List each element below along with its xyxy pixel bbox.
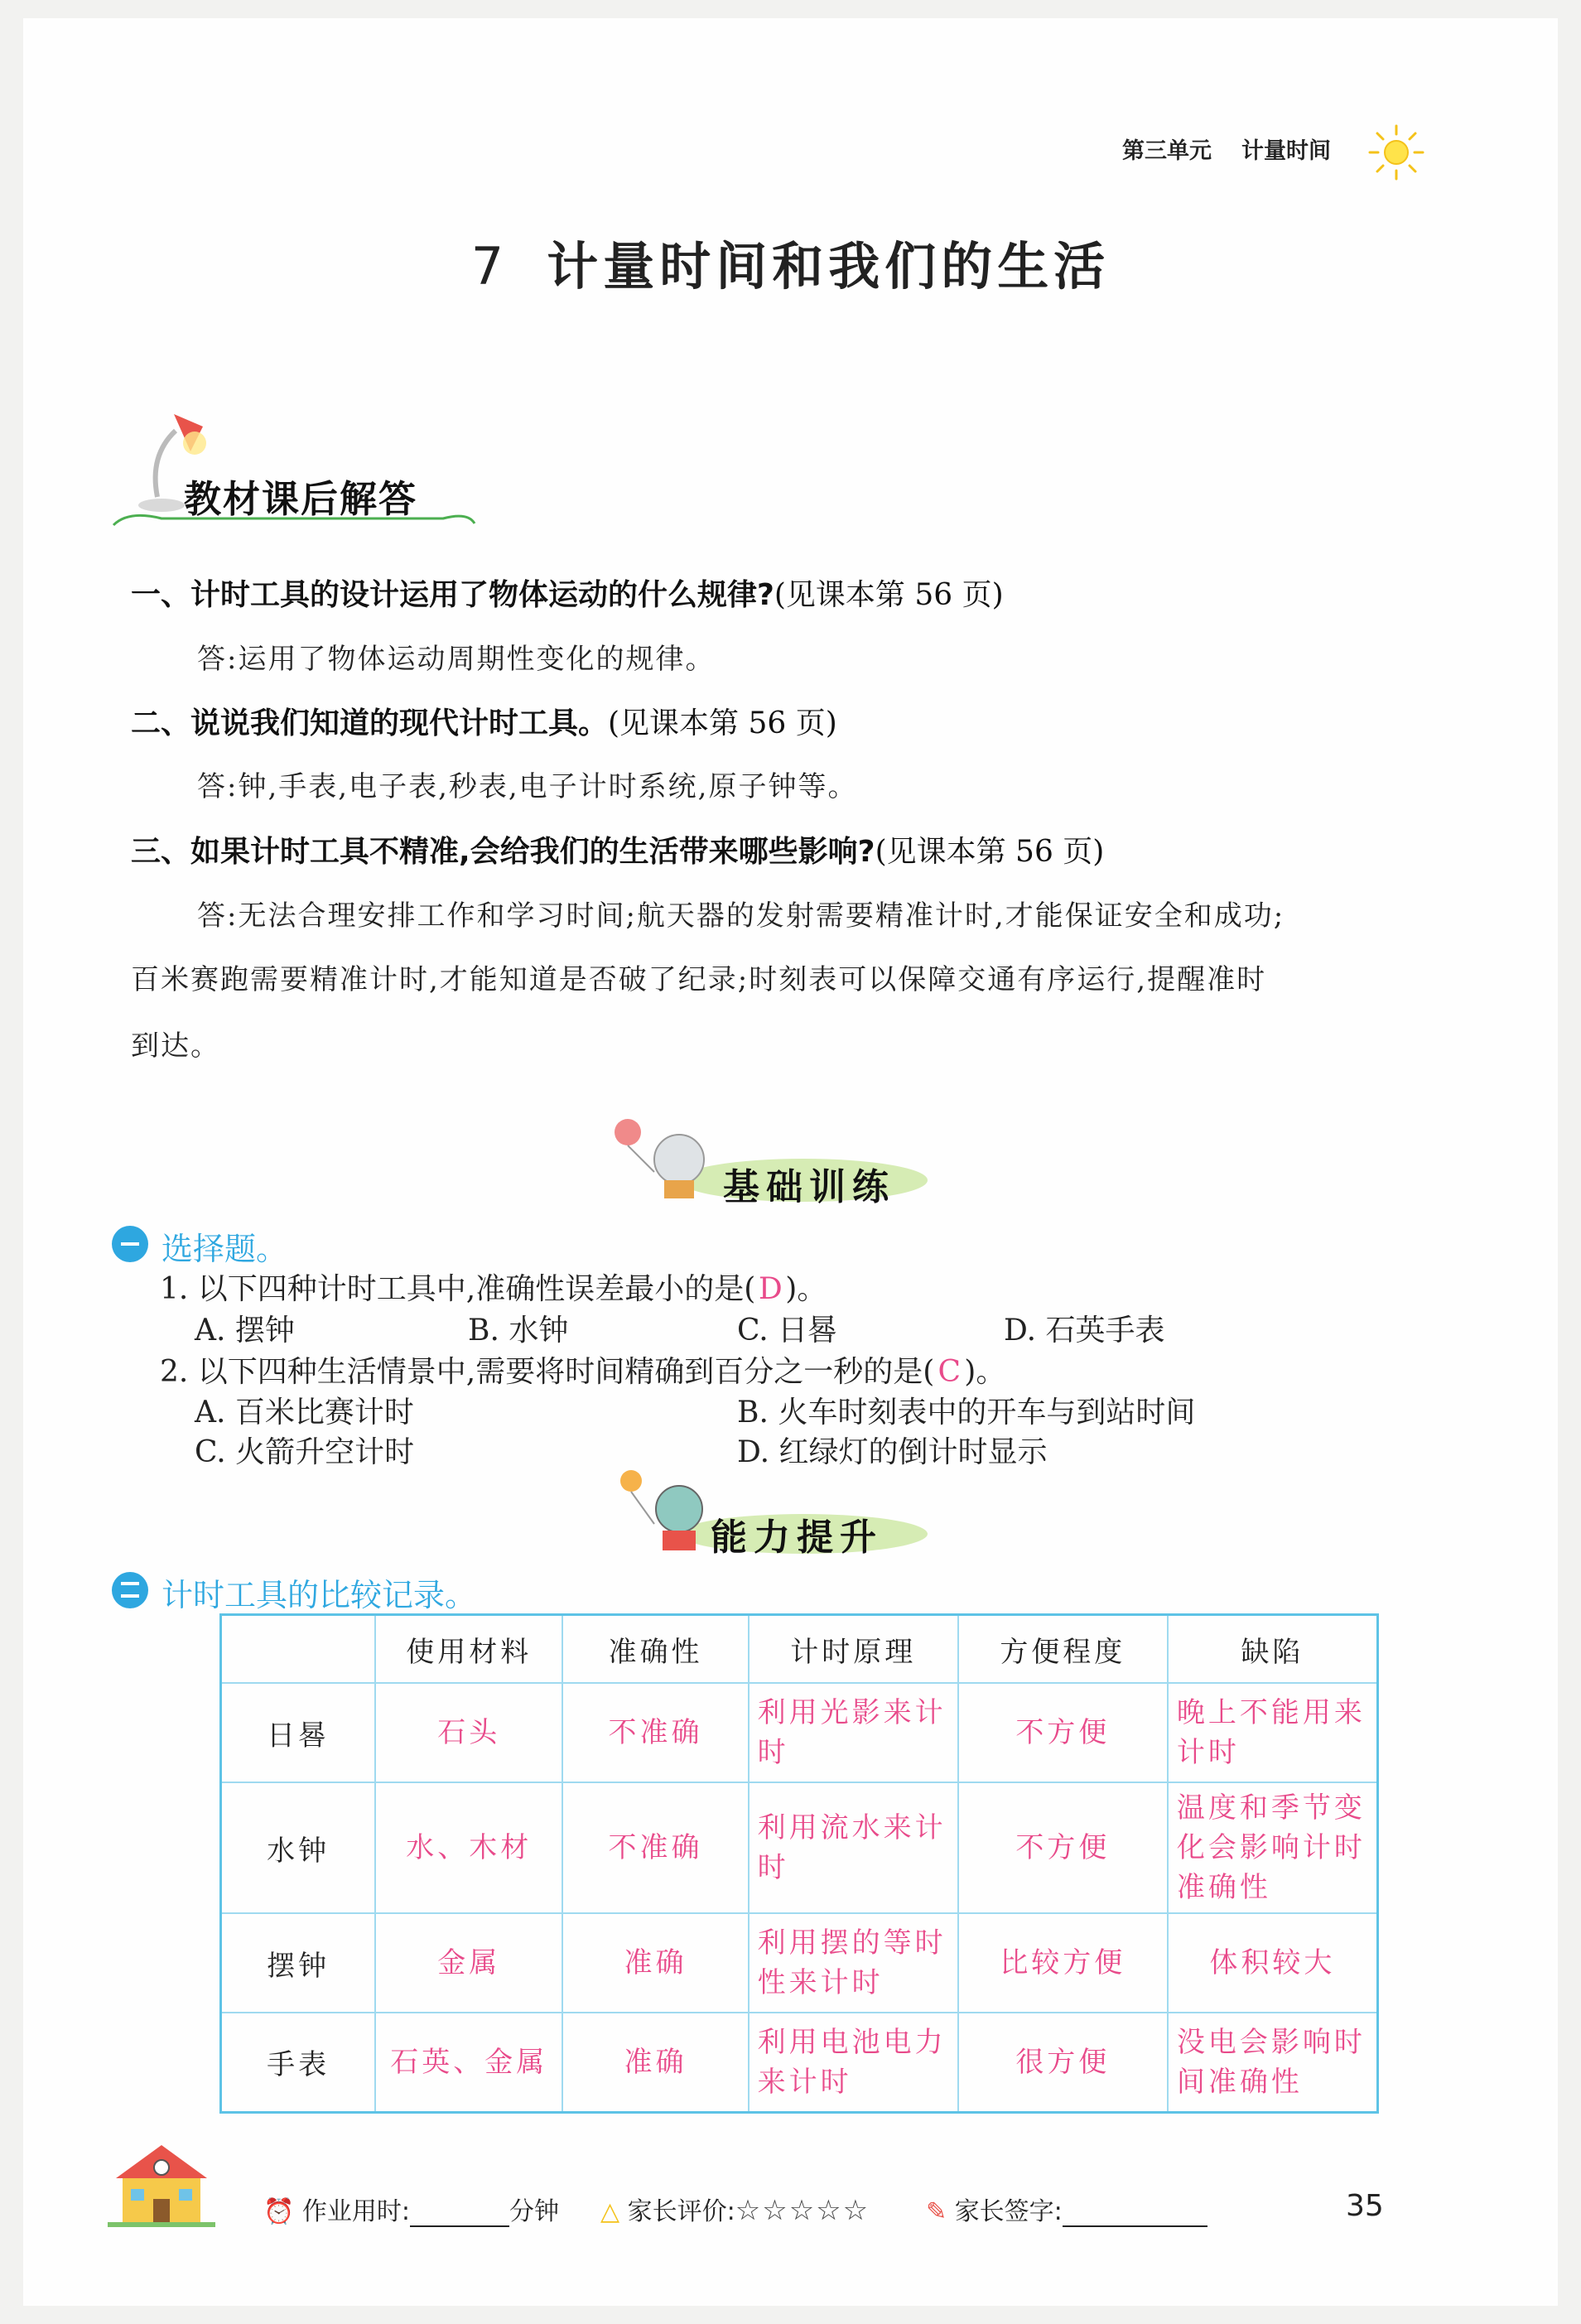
page-title	[0, 225, 1581, 299]
table-row	[221, 1913, 1378, 2013]
row-label: 水钟	[221, 1782, 376, 1913]
time-blank[interactable]	[410, 2196, 509, 2227]
badge-basic-training: 基础训练	[723, 1166, 895, 1208]
cell-convenience: 比较方便	[958, 1913, 1168, 2013]
mc-question-1: 1. 以下四种计时工具中,准确性误差最小的是(D)。	[160, 1272, 827, 1306]
option-d: D. 红绿灯的倒计时显示	[737, 1435, 1048, 1469]
option-c: C. 火箭升空计时	[195, 1435, 415, 1469]
question-1: 一、计时工具的设计运用了物体运动的什么规律?(见课本第 56 页)	[131, 578, 1004, 612]
rating-icon: △	[600, 2197, 620, 2226]
table-row	[221, 1683, 1378, 1782]
row-label: 摆钟	[221, 1913, 376, 2013]
alarm-clock-icon: ⏰	[263, 2197, 295, 2226]
homework-time: ⏰ 作业用时: 分钟	[263, 2197, 560, 2226]
cell-convenience: 不方便	[958, 1683, 1168, 1782]
row-label: 手表	[221, 2013, 376, 2112]
table-header: 方便程度	[958, 1615, 1168, 1684]
answer-3-line-1: 答:无法合理安排工作和学习时间;航天器的发射需要精准计时,才能保证安全和成功;	[197, 899, 1285, 933]
cell-material: 石英、金属	[375, 2013, 562, 2112]
cell-defect: 晚上不能用来计时	[1168, 1683, 1378, 1782]
section-title-choice: 选择题。	[161, 1231, 288, 1267]
answer-2: 答:钟,手表,电子表,秒表,电子计时系统,原子钟等。	[197, 770, 858, 803]
option-a: A. 摆钟	[195, 1314, 295, 1348]
table-header: 缺陷	[1168, 1615, 1378, 1684]
table-header	[221, 1615, 376, 1684]
section-banner: 教材课后解答	[184, 477, 418, 521]
page-number: 35	[1346, 2189, 1384, 2223]
table-row	[221, 2013, 1378, 2112]
answer-3-line-2: 百米赛跑需要精准计时,才能知道是否破了纪录;时刻表可以保障交通有序运行,提醒准时	[131, 963, 1267, 996]
parent-signature: ✎ 家长签字:	[926, 2191, 1207, 2227]
parent-rating: △ 家长评价:☆☆☆☆☆	[600, 2194, 870, 2227]
table-header: 计时原理	[749, 1615, 958, 1684]
cell-accuracy: 不准确	[562, 1782, 748, 1913]
pencil-icon: ✎	[926, 2197, 947, 2226]
option-d: D. 石英手表	[1004, 1314, 1165, 1348]
option-c: C. 日晷	[737, 1314, 838, 1348]
running-header	[1122, 133, 1331, 165]
badge-ability-improvement: 能力提升	[711, 1516, 883, 1559]
table-header-row	[221, 1615, 1378, 1684]
table-header: 使用材料	[375, 1615, 562, 1684]
cell-defect: 体积较大	[1168, 1913, 1378, 2013]
mc-question-2: 2. 以下四种生活情景中,需要将时间精确到百分之一秒的是( C )。	[160, 1355, 1006, 1389]
option-b: B. 水钟	[468, 1314, 569, 1348]
cell-material: 石头	[375, 1683, 562, 1782]
option-b: B. 火车时刻表中的开车与到站时间	[737, 1396, 1196, 1430]
cell-material: 金属	[375, 1913, 562, 2013]
row-label: 日晷	[221, 1683, 376, 1782]
cell-defect: 温度和季节变化会影响计时准确性	[1168, 1782, 1378, 1913]
cell-accuracy: 不准确	[562, 1683, 748, 1782]
question-3: 三、如果计时工具不精准,会给我们的生活带来哪些影响?(见课本第 56 页)	[131, 835, 1105, 869]
answer-3-line-3: 到达。	[131, 1029, 220, 1063]
rating-stars[interactable]: ☆☆☆☆☆	[735, 2194, 870, 2227]
schoolhouse-icon	[108, 2133, 215, 2232]
section-title-comparison: 计时工具的比较记录。	[161, 1577, 477, 1613]
cell-principle: 利用光影来计时	[749, 1683, 958, 1782]
banner-underline	[112, 507, 476, 530]
table-header: 准确性	[562, 1615, 748, 1684]
signature-blank[interactable]	[1063, 2196, 1207, 2227]
cell-principle: 利用电池电力来计时	[749, 2013, 958, 2112]
cell-material: 水、木材	[375, 1782, 562, 1913]
cell-defect: 没电会影响时间准确性	[1168, 2013, 1378, 2112]
comparison-table	[219, 1613, 1379, 2114]
lesson-title: 计量时间和我们的生活	[547, 236, 1111, 297]
cell-principle: 利用摆的等时性来计时	[749, 1913, 958, 2013]
topic-label: 计量时间	[1241, 138, 1331, 164]
lesson-number: 7	[470, 236, 509, 297]
cell-accuracy: 准确	[562, 2013, 748, 2112]
mc-answer-2: C	[938, 1355, 962, 1389]
answer-1: 答:运用了物体运动周期性变化的规律。	[197, 643, 716, 676]
cell-convenience: 很方便	[958, 2013, 1168, 2112]
option-a: A. 百米比赛计时	[195, 1396, 414, 1430]
cell-principle: 利用流水来计时	[749, 1782, 958, 1913]
sun-icon	[1367, 123, 1426, 182]
cell-convenience: 不方便	[958, 1782, 1168, 1913]
section-two-marker	[112, 1572, 148, 1608]
cell-accuracy: 准确	[562, 1913, 748, 2013]
unit-label: 第三单元	[1122, 138, 1212, 164]
section-one-marker	[112, 1226, 148, 1262]
mc-answer-1: D	[758, 1272, 783, 1306]
question-2: 二、说说我们知道的现代计时工具。(见课本第 56 页)	[131, 706, 837, 740]
table-row	[221, 1782, 1378, 1913]
